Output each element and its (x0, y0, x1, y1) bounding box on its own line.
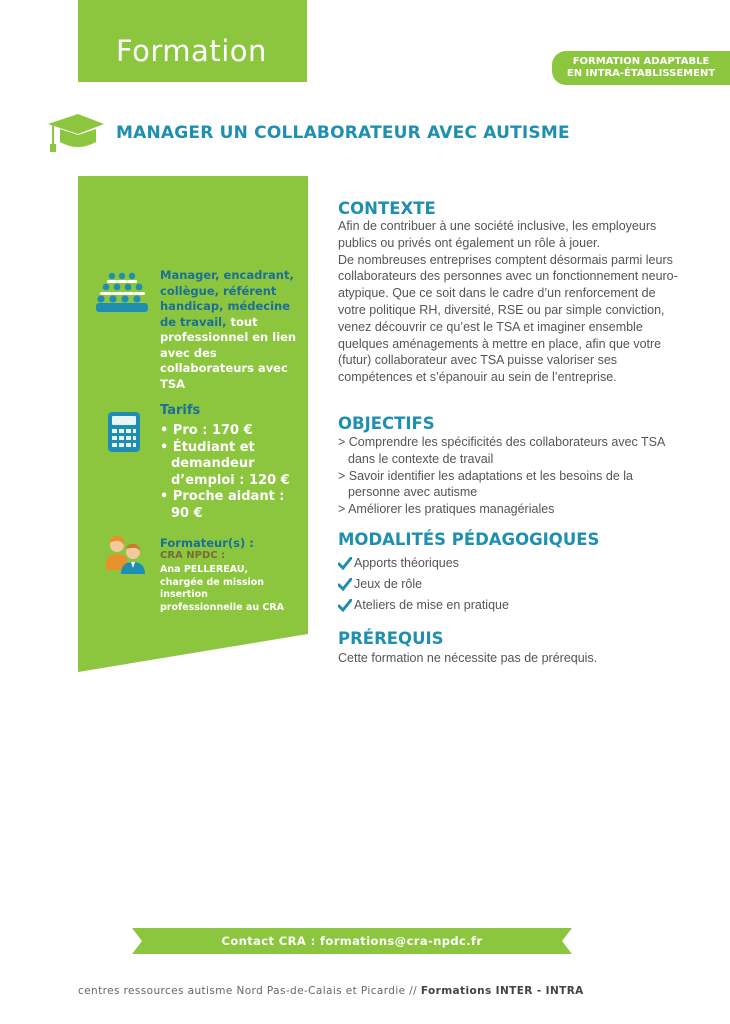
objectif-item: > Savoir identifier les adaptations et les besoins de la personne avec autisme (338, 468, 633, 500)
objectif-item: > Comprendre les spécificités des collaborateurs avec TSA dans le contexte de travail (338, 435, 665, 466)
modalite-item (338, 574, 509, 595)
prerequis-text: Cette formation ne nécessite pas de prérequis. (338, 651, 598, 665)
tarifs-list (160, 423, 300, 522)
people-group-icon (96, 272, 148, 312)
checkmark-icon (338, 557, 352, 570)
checkmark-icon (338, 578, 352, 591)
contexte-heading: CONTEXTE (338, 199, 436, 218)
page-footer (78, 985, 584, 997)
audience-highlight: Manager, encadrant, collègue, référent handicap, médecine de travail, (160, 268, 294, 329)
footer-org: centres ressources autisme Nord Pas-de-Calais et Picardie // (78, 985, 418, 997)
modalite-item (338, 553, 509, 574)
prerequis-heading: PRÉREQUIS (338, 629, 444, 648)
tarif-item: • Proche aidant : 90 € (160, 489, 285, 521)
modalite-label: Jeux de rôle (354, 577, 423, 591)
badge-line-2: EN INTRA-ÉTABLISSEMENT (566, 68, 716, 79)
modalites-list (338, 553, 509, 616)
tarif-item: • Pro : 170 € (160, 423, 253, 438)
formateurs-text: Ana PELLEREAU, chargée de mission insertion professionnelle au CRA (160, 564, 285, 613)
target-audience (160, 268, 300, 392)
trainers-icon (104, 534, 146, 576)
modalite-label: Apports théoriques (354, 556, 459, 570)
graduation-cap-icon (46, 112, 106, 154)
objectifs-list (338, 434, 678, 518)
intra-badge (552, 51, 730, 85)
contexte-paragraph-2: De nombreuses entreprises comptent désormais parmi leurs collaborateurs des personnes avec un fonctionnement neuro-atypique. Que ce soit dans le cadre d’un renforcement de votre politique RH, diversité, RSE ou par simple conviction, venez découvrir ce qu’est le TSA et imaginer ensemble quelques aménagements à mettre en place, afin que votre (futur) collaborateur avec TSA puisse valoriser ses compétences et s’épanouir au sein de l’entreprise. (338, 252, 678, 385)
footer-section: Formations INTER - INTRA (420, 985, 584, 997)
badge-line-1: FORMATION ADAPTABLE (572, 56, 710, 67)
audience-rest: tout professionnel en lien avec des collaborateurs avec TSA (160, 314, 297, 391)
objectifs-heading: OBJECTIFS (338, 414, 435, 433)
tarifs-heading: Tarifs (160, 403, 201, 418)
contact-email: Contact CRA : formations@cra-npdc.fr (221, 934, 483, 948)
contexte-text (338, 218, 678, 386)
formateurs-heading: Formateur(s) : (160, 536, 254, 550)
modalites-heading: MODALITÉS PÉDAGOGIQUES (338, 530, 600, 549)
checkmark-icon (338, 599, 352, 612)
modalite-label: Ateliers de mise en pratique (354, 598, 509, 612)
objectif-item: > Améliorer les pratiques managériales (338, 502, 555, 517)
tarif-item: • Étudiant et demandeur d’emploi : 120 € (160, 439, 290, 488)
contexte-paragraph-1: Afin de contribuer à une société inclusive, les employeurs publics ou privés ont également un rôle à jouer. (338, 219, 657, 250)
formateurs-org: CRA NPDC : (160, 550, 226, 561)
page-category-title: Formation (116, 34, 267, 68)
modalite-item (338, 595, 509, 616)
calculator-icon (106, 410, 142, 454)
course-title: MANAGER UN COLLABORATEUR AVEC AUTISME (116, 123, 570, 143)
